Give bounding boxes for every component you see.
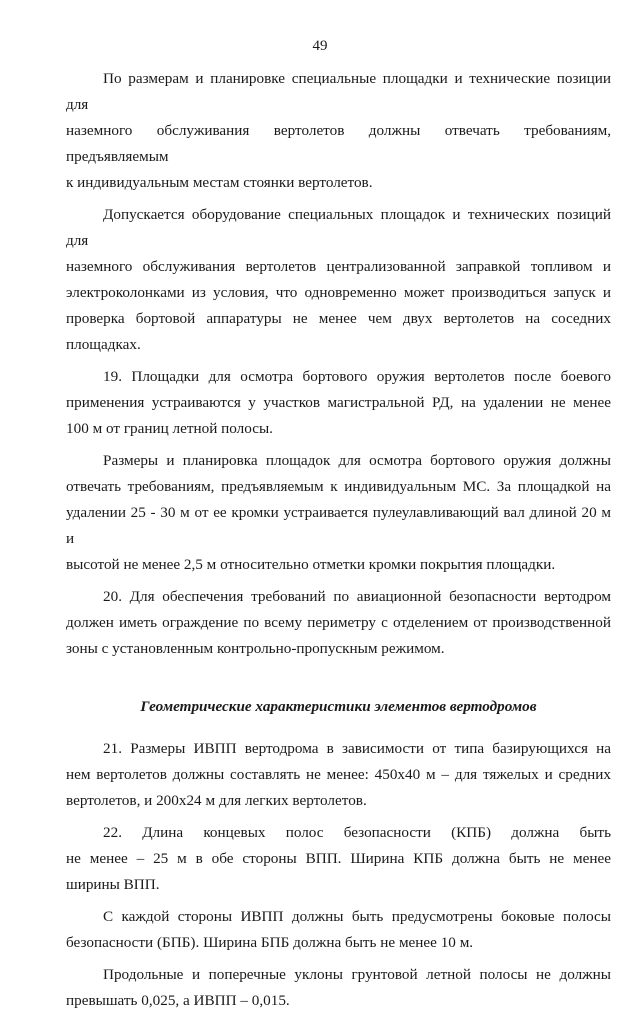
paragraph-line: С каждой стороны ИВПП должны быть предусмотрены боковые полосы: [103, 908, 611, 925]
paragraph-line: должен иметь ограждение по всему периметру с отделением от производственной: [66, 614, 611, 631]
paragraph: [66, 364, 611, 442]
paragraph-line: 20. Для обеспечения требований по авиационной безопасности вертодром: [103, 588, 611, 605]
paragraph-line: 100 м от границ летной полосы.: [66, 420, 273, 437]
paragraph: [66, 962, 611, 1014]
paragraph-line: ширины ВПП.: [66, 876, 160, 893]
section-heading: Геометрические характеристики элементов вертодромов: [140, 698, 537, 715]
paragraph: [66, 584, 611, 662]
paragraph-line: 19. Площадки для осмотра бортового оружия вертолетов после боевого: [103, 368, 611, 385]
paragraph-line: наземного обслуживания вертолетов централизованной заправкой топливом и: [66, 258, 611, 275]
paragraph-line: По размерам и планировке специальные площадки и технические позиции для: [66, 70, 611, 113]
paragraph-line: Допускается оборудование специальных площадок и технических позиций для: [66, 206, 611, 249]
paragraph-line: 22. Длина концевых полос безопасности (КПБ) должна быть: [103, 824, 611, 841]
paragraph-line: высотой не менее 2,5 м относительно отметки кромки покрытия площадки.: [66, 556, 556, 573]
paragraph: [66, 736, 611, 814]
paragraphs-after-heading: [66, 736, 611, 1014]
paragraph-line: безопасности (БПБ). Ширина БПБ должна быть не менее 10 м.: [66, 934, 474, 951]
paragraph-line: 21. Размеры ИВПП вертодрома в зависимости от типа базирующихся на: [103, 740, 611, 757]
paragraph-line: Размеры и планировка площадок для осмотра бортового оружия должны: [103, 452, 611, 469]
paragraph: [66, 820, 611, 898]
paragraph-line: применения устраиваются у участков магистральной РД, на удалении не менее: [66, 394, 611, 411]
paragraph: [66, 202, 611, 358]
paragraph-line: отвечать требованиям, предъявляемым к индивидуальным МС. За площадкой на: [66, 478, 611, 495]
paragraph-line: нем вертолетов должны составлять не менее: 450х40 м – для тяжелых и средних: [66, 766, 611, 783]
paragraph-line: Продольные и поперечные уклоны грунтовой летной полосы не должны: [103, 966, 611, 983]
paragraph-line: площадках.: [66, 336, 141, 353]
paragraph: [66, 66, 611, 196]
paragraph-line: зоны с установленным контрольно-пропускным режимом.: [66, 640, 445, 657]
paragraph: [66, 448, 611, 578]
paragraph-line: не менее – 25 м в обе стороны ВПП. Ширина КПБ должна быть не менее: [66, 850, 611, 867]
page-number: 49: [312, 38, 328, 54]
document-body: [66, 66, 611, 1020]
paragraph-line: электроколонками из условия, что одновременно может производиться запуск и: [66, 284, 611, 301]
paragraph-line: наземного обслуживания вертолетов должны отвечать требованиям, предъявляемым: [66, 122, 611, 165]
paragraph-line: удалении 25 - 30 м от ее кромки устраивается пулеулавливающий вал длиной 20 м и: [66, 504, 611, 547]
paragraph-line: проверка бортовой аппаратуры не менее чем двух вертолетов на соседних: [66, 310, 611, 327]
paragraph: [66, 904, 611, 956]
paragraphs-before-heading: [66, 66, 611, 662]
paragraph-line: к индивидуальным местам стоянки вертолетов.: [66, 174, 373, 191]
paragraph-line: вертолетов, и 200х24 м для легких вертолетов.: [66, 792, 367, 809]
paragraph-line: превышать 0,025, а ИВПП – 0,015.: [66, 992, 290, 1009]
